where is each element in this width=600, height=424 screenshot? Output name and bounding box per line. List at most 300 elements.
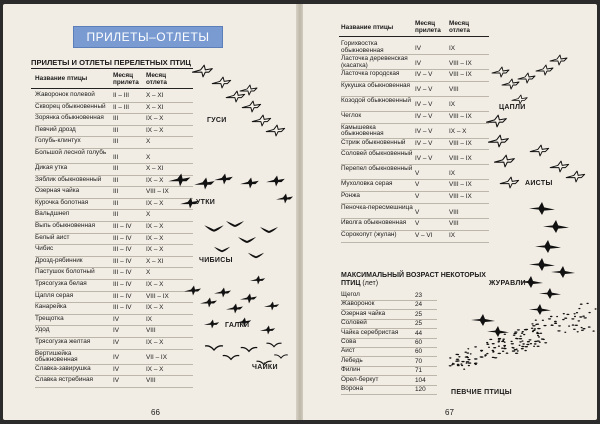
- table-row-departure: X – XI: [146, 257, 164, 265]
- songbird-dot: [579, 316, 582, 317]
- page-number-left: 66: [151, 408, 160, 417]
- column-header-name: Название птицы: [341, 24, 394, 31]
- table-row-name: Выпь обыкновенная: [35, 222, 96, 229]
- age-row-name: Щегол: [341, 291, 360, 298]
- bird-icon: [252, 115, 270, 126]
- table-row-name: Канарейка: [35, 303, 67, 311]
- herons-flock: [492, 55, 567, 104]
- table-row-arrival: IV – V: [415, 101, 433, 109]
- bird-flocks-right: [303, 4, 597, 420]
- songbird-dot: [566, 314, 569, 315]
- column-header-arrival: Месяц прилета: [113, 72, 139, 86]
- bird-icon: [205, 346, 223, 350]
- table-row-departure: IX – X: [146, 223, 164, 230]
- songbird-dot: [514, 333, 517, 334]
- bird-icon: [260, 326, 275, 335]
- songbird-dot: [506, 353, 509, 354]
- songbird-dot: [532, 325, 536, 326]
- songbird-dot: [455, 361, 458, 362]
- table-row-departure: IX – X: [146, 365, 164, 373]
- label-gulls: ЧАЙКИ: [252, 364, 278, 371]
- bird-icon: [204, 320, 219, 329]
- page-number-right: 67: [445, 408, 454, 417]
- table-row-departure: X: [146, 153, 151, 161]
- max-age-unit: (лет): [362, 280, 379, 287]
- songbird-dot: [571, 318, 574, 319]
- songbird-dot: [514, 331, 517, 332]
- table-row-arrival: III: [113, 188, 119, 196]
- age-row-name: Чайка серебристая: [341, 328, 399, 336]
- songbird-dot: [532, 330, 535, 331]
- column-header-arrival: Месяц прилета: [415, 20, 441, 34]
- table-row-name: Курочка болотная: [35, 198, 89, 206]
- column-header-departure: Месяц отлета: [146, 72, 167, 86]
- table-row-name: Трясогузка желтая: [35, 338, 91, 345]
- label-lapwings: ЧИБИСЫ: [199, 257, 233, 264]
- bird-icon: [530, 145, 548, 156]
- songbird-dot: [517, 350, 519, 351]
- songbird-dot: [563, 313, 565, 314]
- table-row-arrival: V: [415, 193, 420, 201]
- table-row-departure: X – XI: [146, 92, 164, 99]
- songbird-dot: [551, 324, 553, 325]
- age-row-value: 60: [415, 339, 423, 346]
- songbird-dot: [524, 329, 527, 330]
- songbird-dot: [493, 347, 496, 348]
- songbird-dot: [492, 357, 495, 358]
- table-row-name: Ласточка городская: [341, 70, 400, 77]
- table-row-name: Дикая утка: [35, 164, 68, 171]
- age-row-name: Аист: [341, 347, 355, 355]
- songbird-dot: [535, 320, 537, 321]
- table-row-departure: VIII – IX: [449, 112, 472, 120]
- bird-icon: [226, 221, 244, 227]
- lapwings-flock: [204, 221, 278, 258]
- songbird-dot: [522, 340, 524, 341]
- table-row-arrival: V: [415, 208, 420, 216]
- table-row-name: Жаворонок полевой: [35, 91, 95, 98]
- age-row-name: Озерная чайка: [341, 309, 386, 317]
- table-row-departure: VIII – IX: [146, 292, 169, 300]
- column-header-name: Название птицы: [35, 75, 88, 82]
- bird-icon: [223, 356, 240, 360]
- songbird-dot: [530, 343, 532, 344]
- label-storks: АИСТЫ: [525, 180, 553, 187]
- songbird-dot: [486, 342, 488, 343]
- table-row-name: Удод: [35, 326, 50, 334]
- table-row-departure: X: [146, 269, 151, 277]
- bird-icon: [487, 326, 509, 337]
- songbird-dot: [511, 343, 514, 344]
- table-row-departure: X: [146, 138, 151, 146]
- bird-icon: [512, 95, 527, 104]
- bird-icon: [240, 85, 257, 95]
- songbird-dot: [457, 364, 460, 365]
- songbird-dot: [573, 329, 576, 330]
- bird-icon: [242, 101, 260, 112]
- table-row-name: Горихвостка обыкновенная: [341, 40, 384, 54]
- bird-icon: [184, 286, 201, 296]
- table-row-arrival: V – VI: [415, 231, 433, 239]
- songbird-dot: [465, 356, 468, 357]
- songbird-dot: [586, 303, 589, 304]
- table-row-name: Голубь-клинтух: [35, 137, 81, 145]
- age-row-value: 71: [415, 367, 423, 375]
- songbird-dot: [466, 352, 469, 353]
- table-row-arrival: II – III: [113, 103, 129, 111]
- table-row-name: Пеночка-пересмешница: [341, 204, 413, 211]
- table-row-departure: IX: [449, 44, 456, 52]
- table-row-arrival: IV: [415, 44, 422, 52]
- table-row-departure: IX – X: [146, 126, 164, 134]
- bird-icon: [248, 253, 264, 258]
- songbird-dot: [581, 330, 584, 331]
- songbird-dot: [498, 341, 500, 342]
- bird-icon: [267, 343, 282, 346]
- table-row-departure: IX: [449, 231, 456, 239]
- songbird-dot: [489, 339, 492, 340]
- songbird-dot: [456, 359, 460, 360]
- songbird-dot: [488, 347, 490, 348]
- age-row-value: 70: [415, 357, 423, 365]
- songbird-dot: [538, 336, 540, 337]
- table-row-name: Озерная чайка: [35, 187, 80, 195]
- songbird-dot: [486, 353, 488, 354]
- table-row-arrival: III: [113, 176, 119, 184]
- table-row-arrival: IV – V: [415, 112, 433, 120]
- table-row-arrival: IV: [415, 59, 422, 67]
- songbird-dot: [515, 353, 518, 354]
- table-row-arrival: III – IV: [113, 234, 132, 242]
- songbird-dot: [461, 365, 463, 366]
- table-row-departure: IX – X: [146, 339, 164, 346]
- bird-icon: [266, 176, 285, 187]
- bird-icon: [214, 247, 230, 252]
- songbird-dot: [512, 350, 515, 351]
- age-row-name: Сова: [341, 338, 357, 345]
- songbird-dot: [468, 362, 472, 363]
- table-row-arrival: III – IV: [113, 257, 132, 265]
- table-row-arrival: III: [113, 115, 119, 123]
- table-row-name: Трещотка: [35, 314, 64, 322]
- songbird-dot: [503, 348, 506, 349]
- table-row-departure: VIII – IX: [449, 59, 472, 67]
- songbird-dot: [510, 341, 512, 342]
- table-row-name: Белый аист: [35, 233, 70, 241]
- age-row-name: Соловей: [341, 319, 367, 327]
- bird-icon: [214, 288, 231, 298]
- table-row-departure: VIII: [449, 220, 459, 227]
- table-row-name: Трясогузка белая: [35, 280, 87, 287]
- bird-icon: [193, 65, 213, 77]
- songbird-dot: [461, 361, 464, 362]
- table-row-name: Перепел обыкновенный: [341, 165, 413, 173]
- left-page: [3, 4, 297, 420]
- songbird-dot: [573, 313, 575, 314]
- bird-icon: [200, 298, 217, 308]
- bird-icon: [471, 314, 495, 326]
- table-row-arrival: III – IV: [113, 223, 132, 230]
- bird-icon: [502, 79, 519, 89]
- table-row-name: Мухоловка серая: [341, 180, 393, 188]
- songbird-dot: [588, 312, 590, 313]
- bird-icon: [518, 73, 535, 83]
- age-row-name: Жаворонок: [341, 300, 375, 308]
- table-row-departure: IX: [449, 169, 456, 177]
- songbird-dot: [521, 348, 524, 349]
- songbird-dot: [464, 352, 467, 353]
- songbird-dot: [449, 357, 451, 358]
- bird-icon: [536, 65, 553, 75]
- songbird-dot: [531, 328, 534, 329]
- bird-flocks-left: [3, 4, 297, 420]
- bird-icon: [539, 288, 561, 299]
- songbird-dot: [513, 335, 516, 336]
- table-row-arrival: II – III: [113, 92, 129, 99]
- songbird-dot: [542, 320, 544, 321]
- table-row-departure: VIII – IX: [146, 188, 169, 196]
- table-row-name: Иволга обыкновенная: [341, 219, 407, 226]
- songbird-dot: [534, 343, 537, 344]
- cranes-flock: [471, 202, 575, 337]
- table-row-name: Камышевка обыкновенная: [341, 123, 384, 138]
- songbird-dot: [502, 339, 505, 340]
- songbird-dot: [517, 338, 519, 339]
- table-row-name: Козодой обыкновенный: [341, 96, 411, 104]
- bird-icon: [489, 135, 509, 147]
- songbird-dot: [520, 336, 522, 337]
- songbird-dot: [581, 327, 583, 328]
- table-row-name: Ласточка деревенская (касатка): [341, 55, 408, 69]
- songbird-dot: [486, 343, 488, 344]
- table-row-arrival: IV – V: [415, 128, 433, 136]
- songbird-dot: [458, 356, 460, 357]
- table-row-departure: IX – X: [449, 128, 467, 136]
- songbird-dot: [501, 348, 504, 349]
- table-row-arrival: V: [415, 181, 420, 189]
- songbird-dot: [539, 342, 541, 343]
- label-herons: ЦАПЛИ: [499, 104, 526, 111]
- geese-flock: [193, 65, 285, 136]
- songbird-dot: [536, 333, 539, 334]
- songbird-dot: [501, 341, 504, 342]
- table-row-departure: IX – X: [146, 234, 164, 242]
- table-row-departure: IX – X: [146, 176, 164, 184]
- bird-icon: [194, 178, 214, 190]
- bird-icon: [566, 171, 584, 182]
- songbird-dot: [550, 316, 553, 317]
- table-row-arrival: IV: [113, 354, 120, 362]
- songbird-dot: [449, 365, 452, 366]
- table-row-arrival: IV: [113, 365, 120, 373]
- max-age-title-text: МАКСИМАЛЬНЫЙ ВОЗРАСТ НЕКОТОРЫХ ПТИЦ: [341, 272, 486, 287]
- table-row-departure: IX: [449, 101, 456, 109]
- table-row-name: Цапля серая: [35, 291, 74, 299]
- table-row-departure: VIII: [449, 208, 459, 216]
- table-row-departure: VIII – IX: [449, 154, 472, 162]
- songbird-dot: [521, 346, 524, 347]
- songbird-dot: [531, 323, 533, 324]
- table-row-arrival: III: [113, 138, 119, 146]
- songbird-dot: [533, 346, 535, 347]
- table-row-arrival: IV: [113, 377, 120, 385]
- table-row-arrival: III: [113, 211, 119, 219]
- ducks-flock: [168, 174, 293, 209]
- bird-icon: [276, 194, 293, 204]
- songbird-dot: [543, 325, 546, 326]
- age-row-value: 104: [415, 376, 426, 384]
- bird-icon: [250, 276, 265, 285]
- table-row-departure: IX – X: [146, 281, 164, 288]
- songbird-dot: [564, 332, 566, 333]
- age-row-value: 23: [415, 292, 423, 299]
- songbird-dot: [498, 353, 502, 354]
- table-row-departure: IX – X: [146, 199, 164, 207]
- songbird-dot: [463, 369, 465, 370]
- table-row-arrival: IV: [113, 327, 120, 335]
- songbird-dot: [532, 331, 534, 332]
- table-row-arrival: V: [415, 169, 420, 177]
- table-row-departure: IX – X: [146, 115, 164, 123]
- age-row-value: 25: [415, 320, 423, 328]
- table-row-name: Зяблик обыкновенный: [35, 175, 102, 183]
- table-subtitle: ПРИЛЕТЫ И ОТЛЕТЫ ПЕРЕЛЕТНЫХ ПТИЦ: [31, 58, 191, 67]
- songbird-dot: [514, 349, 517, 350]
- songbird-dot: [498, 338, 501, 339]
- songbird-dot: [457, 365, 460, 366]
- age-row-value: 120: [415, 386, 426, 393]
- songbird-dot: [481, 356, 484, 357]
- songbird-dot: [558, 325, 561, 326]
- table-row-name: Зорянка обыкновенная: [35, 114, 104, 122]
- table-row-name: Кукушка обыкновенная: [341, 81, 411, 89]
- songbird-dot: [554, 321, 557, 322]
- bird-icon: [240, 178, 259, 189]
- songbird-dot: [583, 317, 587, 318]
- table-row-arrival: III – IV: [113, 246, 132, 254]
- songbird-dot: [536, 340, 539, 341]
- songbird-dot: [568, 325, 570, 326]
- table-row-name: Стриж обыкновенный: [341, 138, 406, 146]
- table-row-name: Сорокопут (жулан): [341, 230, 397, 238]
- label-jackdaws: ГАЛКИ: [225, 322, 250, 329]
- age-row-value: 60: [415, 348, 423, 356]
- bird-icon: [535, 240, 561, 253]
- songbird-dot: [536, 324, 539, 325]
- bird-icon: [487, 115, 507, 127]
- songbird-dot: [519, 338, 522, 339]
- songbird-dot: [474, 358, 478, 359]
- table-row-departure: VII – IX: [146, 354, 167, 362]
- bird-icon: [226, 304, 243, 314]
- table-row-arrival: III: [113, 165, 119, 172]
- table-row-departure: VIII: [449, 86, 459, 94]
- songbird-dot: [572, 324, 575, 325]
- bird-icon: [260, 227, 278, 233]
- songbird-dot: [522, 343, 525, 344]
- songbird-dot: [534, 328, 536, 329]
- songbird-dot: [542, 339, 544, 340]
- table-row-name: Пастушок болотный: [35, 268, 95, 276]
- table-row-name: Славка-завирушка: [35, 364, 91, 372]
- table-row-arrival: III – IV: [113, 281, 132, 288]
- songbird-dot: [537, 328, 541, 329]
- bird-icon: [529, 304, 551, 315]
- songbird-dot: [548, 318, 551, 319]
- table-row-departure: IX – X: [146, 246, 164, 254]
- songbird-dot: [574, 316, 576, 317]
- songbird-dot: [540, 333, 543, 334]
- table-row-name: Чибис: [35, 245, 54, 253]
- table-row-arrival: IV: [113, 315, 120, 323]
- bird-icon: [492, 67, 509, 77]
- table-row-arrival: III: [113, 153, 119, 161]
- songbird-dot: [492, 350, 495, 351]
- age-row-name: Орел-беркут: [341, 375, 379, 383]
- bird-icon: [550, 161, 568, 172]
- songbird-dot: [519, 341, 522, 342]
- songbird-dot: [525, 346, 528, 347]
- songbird-dot: [544, 342, 547, 343]
- songbird-dot: [468, 365, 470, 366]
- songbird-dot: [467, 359, 470, 360]
- right-page: [303, 4, 597, 420]
- songbird-dot: [498, 346, 500, 347]
- bird-icon: [551, 266, 575, 278]
- songbird-dot: [562, 319, 565, 320]
- songbird-dot: [527, 341, 530, 342]
- age-row-value: 24: [415, 301, 423, 309]
- bird-icon: [543, 220, 569, 233]
- songbird-dot: [480, 350, 483, 351]
- songbird-dot: [498, 339, 501, 340]
- table-row-departure: VIII – IX: [449, 181, 472, 189]
- songbird-dot: [554, 323, 557, 324]
- songbird-dot: [455, 354, 458, 355]
- songbird-dot: [470, 353, 472, 354]
- table-row-arrival: IV – V: [415, 86, 433, 94]
- table-row-arrival: III – IV: [113, 304, 132, 312]
- songbird-dot: [595, 308, 597, 309]
- songbird-dot: [588, 326, 591, 327]
- songbird-dot: [512, 347, 514, 348]
- songbird-dot: [521, 333, 523, 334]
- table-row-arrival: III – IV: [113, 269, 132, 277]
- bird-icon: [274, 355, 288, 358]
- songbird-dot: [503, 345, 506, 346]
- label-geese: ГУСИ: [207, 117, 227, 124]
- table-row-departure: X – XI: [146, 103, 164, 111]
- table-row-arrival: III: [113, 199, 119, 207]
- songbird-dot: [556, 316, 558, 317]
- table-row-arrival: IV – V: [415, 71, 433, 78]
- table-row-departure: IX – X: [146, 304, 164, 312]
- age-row-value: 25: [415, 310, 423, 318]
- songbird-dot: [557, 330, 560, 331]
- label-songbirds: ПЕВЧИЕ ПТИЦЫ: [451, 389, 512, 396]
- bird-icon: [238, 237, 256, 243]
- songbird-dot: [452, 363, 454, 364]
- bird-icon: [529, 202, 555, 215]
- column-header-departure: Месяц отлета: [449, 20, 470, 34]
- table-row-departure: X: [146, 211, 151, 219]
- songbird-dot: [582, 316, 585, 317]
- songbird-dot: [466, 362, 468, 363]
- label-ducks: УТКИ: [196, 199, 216, 206]
- bird-icon: [168, 174, 190, 187]
- songbird-dot: [467, 348, 469, 349]
- bird-icon: [204, 225, 224, 232]
